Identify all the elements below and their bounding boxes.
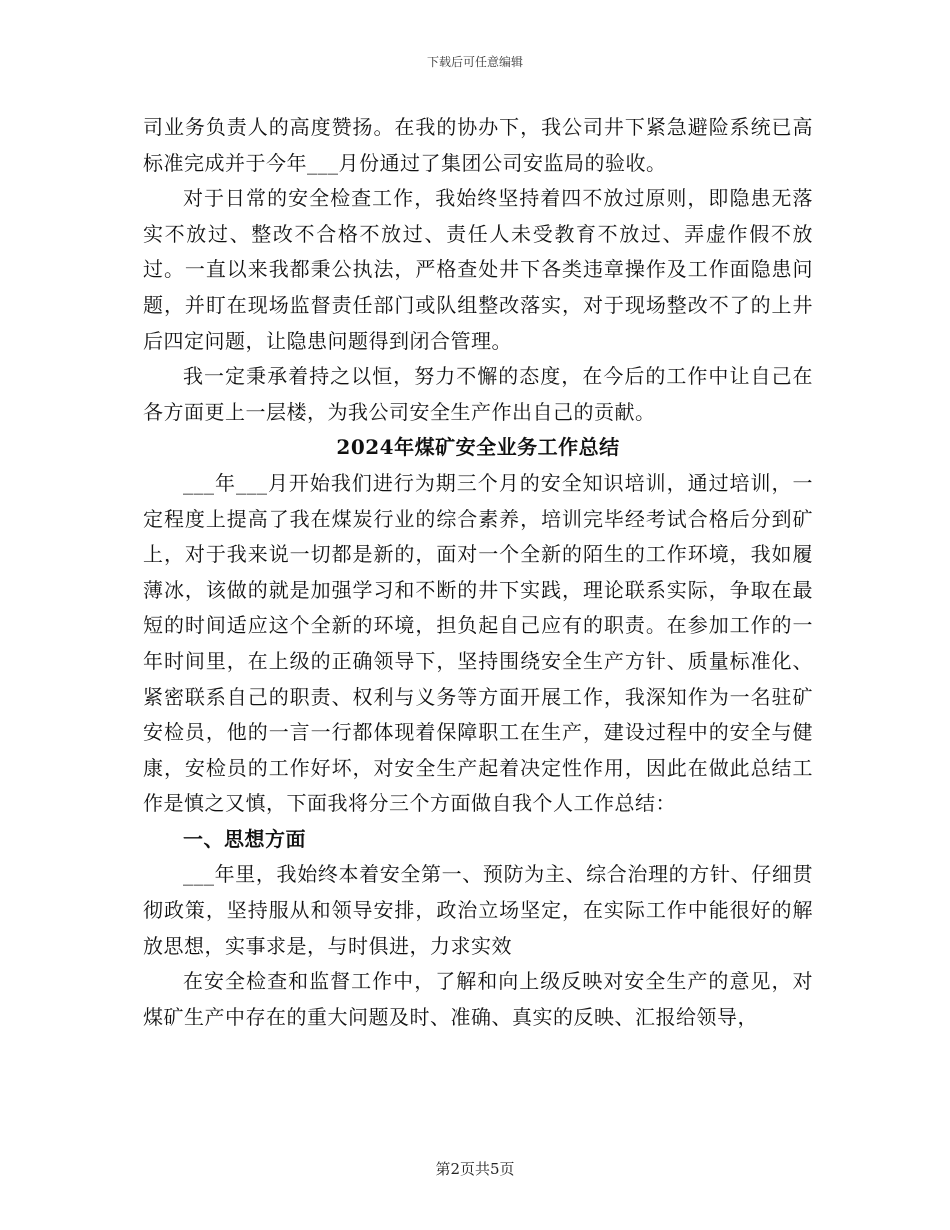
paragraph: 司业务负责人的高度赞扬。在我的协办下，我公司井下紧急避险系统已高标准完成并于今年___月份通过了集团公司安监局的验收。	[143, 115, 813, 175]
paragraph: ___年里，我始终本着安全第一、预防为主、综合治理的方针、仔细贯彻政策，坚持服从和领导安排，政治立场坚定，在实际工作中能很好的解放思想，实事求是，与时俱进，力求实效	[143, 862, 813, 958]
section-heading: 一、思想方面	[183, 826, 306, 851]
paragraph: 对于日常的安全检查工作，我始终坚持着四不放过原则，即隐患无落实不放过、整改不合格不放过、责任人未受教育不放过、弄虚作假不放过。一直以来我都秉公执法，严格查处井下各类违章操作及工作面隐患问题，并盯在现场监督责任部门或队组整改落实，对于现场整改不了的上井后四定问题，让隐患问题得到闭合管理。	[143, 186, 813, 353]
paragraph: ___年___月开始我们进行为期三个月的安全知识培训，通过培训，一定程度上提高了我在煤炭行业的综合素养，培训完毕经考试合格后分到矿上，对于我来说一切都是新的，面对一个全新的陌生的工作环境，我如履薄冰，该做的就是加强学习和不断的井下实践，理论联系实际，争取在最短的时间适应这个全新的环境，担负起自己应有的职责。在参加工作的一年时间里，在上级的正确领导下，坚持围绕安全生产方针、质量标准化、紧密联系自己的职责、权利与义务等方面开展工作，我深知作为一名驻矿安检员，他的一言一行都体现着保障职工在生产，建设过程中的安全与健康，安检员的工作好坏，对安全生产起着决定性作用，因此在做此总结工作是慎之又慎，下面我将分三个方面做自我个人工作总结：	[143, 470, 813, 816]
page-indicator: 第2页共5页	[435, 1160, 515, 1178]
paragraph: 我一定秉承着持之以恒，努力不懈的态度，在今后的工作中让自己在各方面更上一层楼，为我公司安全生产作出自己的贡献。	[143, 364, 813, 424]
section-title: 2024年煤矿安全业务工作总结	[336, 435, 620, 460]
paragraph: 在安全检查和监督工作中，了解和向上级反映对安全生产的意见，对煤矿生产中存在的重大问题及时、准确、真实的反映、汇报给领导，	[143, 969, 813, 1029]
page-header-note: 下载后可任意编辑	[426, 55, 523, 69]
document-body	[143, 110, 813, 1035]
